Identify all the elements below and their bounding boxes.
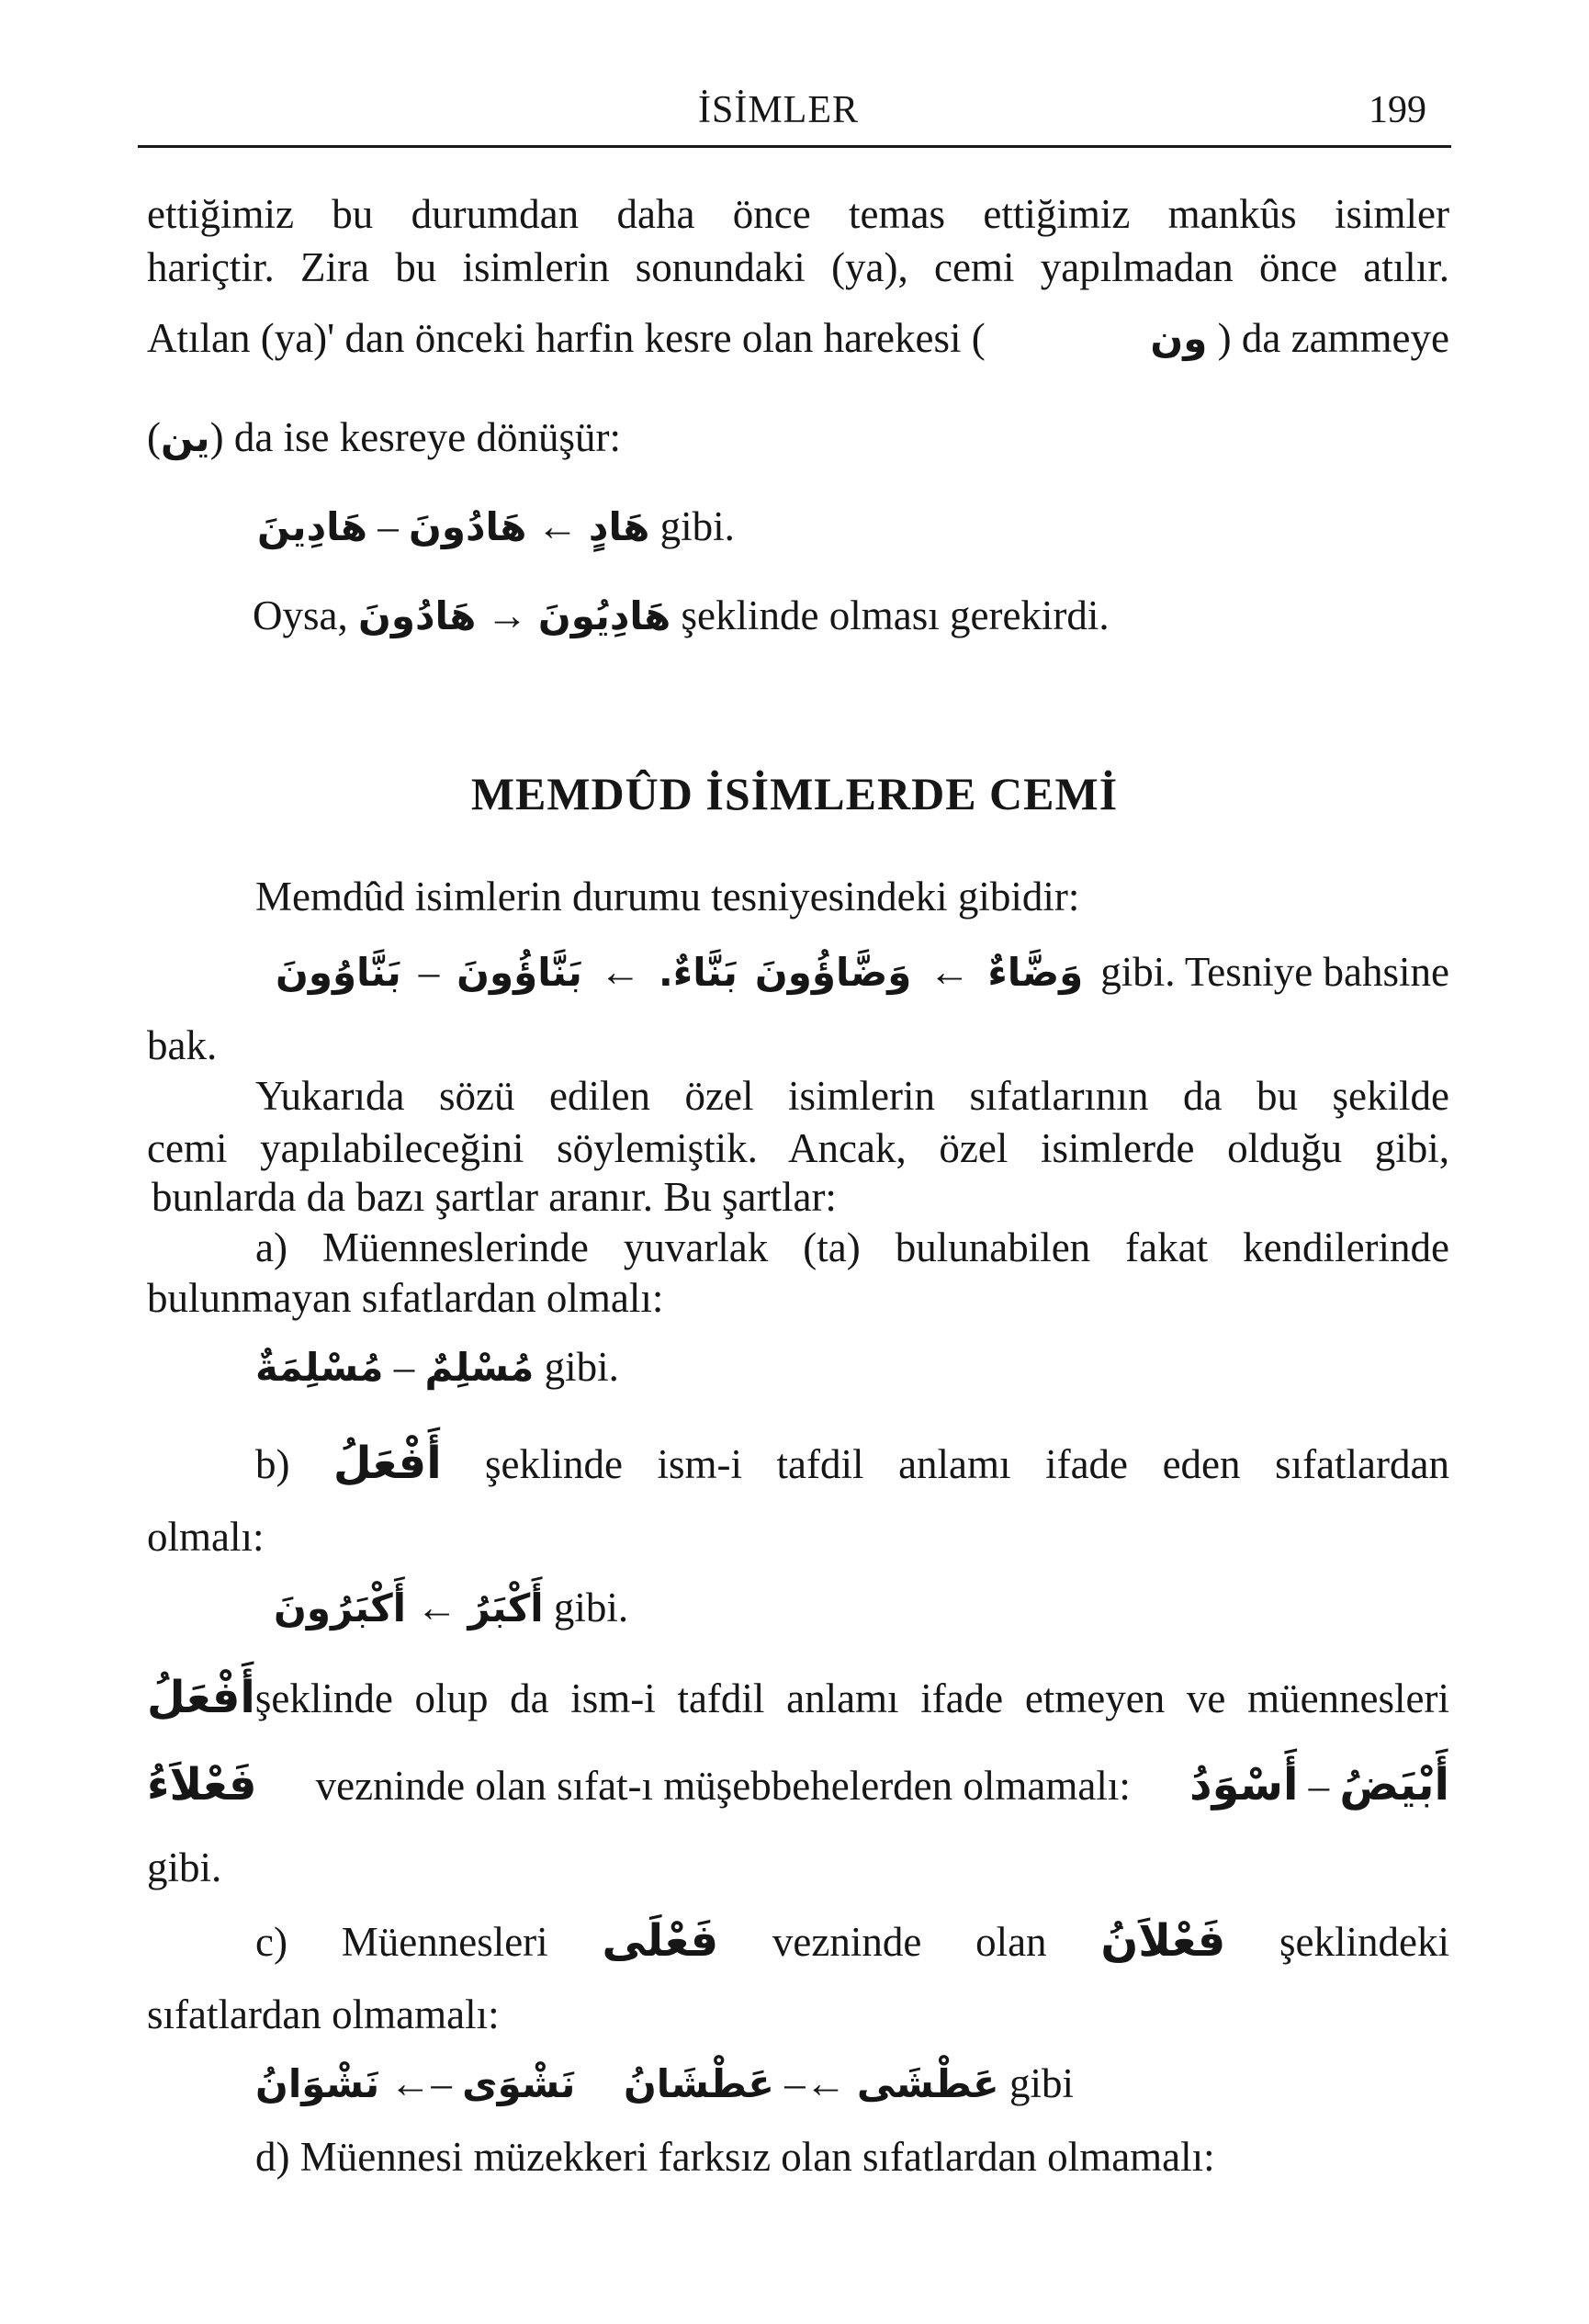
separator: –: [418, 949, 440, 995]
text-segment: ) da ise kesreye dönüşür:: [209, 414, 621, 460]
arabic-word: وَضَّاءٌ: [987, 950, 1084, 995]
arabic-word: فَعْلَى: [602, 1915, 719, 1967]
separator: –: [1308, 1763, 1330, 1809]
arabic-word: أَفْعَلُ: [332, 1438, 442, 1489]
arabic-word: نَشْوَانُ: [255, 2061, 380, 2106]
arabic-word: أَسْوَدُ: [1189, 1759, 1299, 1811]
text-segment: gibi. Tesniye bahsine: [1100, 949, 1449, 995]
example-line: [274, 1582, 628, 1634]
arabic-word: مُسْلِمَةٌ: [255, 1345, 384, 1390]
paragraph-line: [255, 1915, 1449, 1968]
text-segment: şeklinde olup da ism-i tafdil anlamı ifade etmeyen ve müennesleri: [254, 1675, 1449, 1721]
paragraph-line: bulunmayan sıfatlardan olmalı:: [147, 1275, 664, 1321]
text-segment: vezninde olan sıfat-ı müşebbehelerden olmamalı:: [315, 1763, 1131, 1809]
text-segment: vezninde: [772, 1919, 922, 1965]
arrow-left: ←: [929, 949, 971, 995]
paragraph-line: bunlarda da bazı şartlar aranır. Bu şartlar:: [152, 1174, 837, 1220]
text-segment: şeklinde ism-i tafdil anlamı ifade eden sıfatlardan: [484, 1441, 1449, 1487]
arabic-word: هَادُونَ: [409, 504, 527, 549]
example-line: [255, 2058, 1074, 2110]
arrow-left: ←: [536, 503, 579, 549]
arrow-left: ←–: [389, 2060, 452, 2106]
arabic-word: أَكْبَرُ: [468, 1585, 544, 1630]
arabic-word: عَطْشَى: [856, 2061, 999, 2106]
separator: –: [393, 1344, 415, 1390]
arrow-left: –←: [784, 2060, 847, 2106]
arrow-right: →: [486, 592, 528, 638]
arrow-left: ←: [416, 1585, 458, 1630]
arabic-word: أَفْعَلُ: [147, 1672, 255, 1723]
running-header-title: İSİMLER: [698, 89, 859, 131]
text-segment: şeklindeki: [1279, 1919, 1449, 1965]
arrow-left: ←: [599, 949, 641, 995]
arabic-word: فَعْلاَءُ: [147, 1759, 257, 1811]
arabic-word: وَضَّاؤُونَ: [754, 950, 912, 995]
arabic-word: هَادِيُونَ: [537, 593, 671, 638]
paragraph-line: gibi.: [147, 1845, 222, 1890]
text-segment: olan: [975, 1919, 1047, 1965]
arabic-word: هَادِينَ: [257, 504, 368, 549]
paragraph-line: [147, 412, 621, 464]
list-label: b): [255, 1441, 290, 1487]
arabic-word: فَعْلاَنُ: [1100, 1915, 1226, 1967]
paragraph-line: [147, 1672, 1449, 1724]
text-segment: (: [147, 414, 161, 460]
paragraph-line: [255, 1438, 1449, 1490]
text-segment: gibi.: [544, 1344, 619, 1390]
paragraph-line: olmalı:: [147, 1514, 265, 1560]
page-number: 199: [1369, 89, 1426, 131]
text-segment: Atılan (ya)' dan önceki harfin kesre olan harekesi (: [147, 315, 986, 361]
arabic-word: بَنَّاوُونَ: [276, 950, 401, 995]
paragraph-line: cemi yapılabileceğini söylemiştik. Ancak, özel isimlerde olduğu gibi,: [147, 1125, 1449, 1171]
paragraph-line: a) Müenneslerinde yuvarlak (ta) bulunabilen fakat kendilerinde: [255, 1224, 1449, 1270]
separator: –: [378, 503, 399, 549]
example-line: [255, 1341, 619, 1393]
paragraph-line: sıfatlardan olmamalı:: [147, 1991, 500, 2037]
section-title: MEMDÛD İSİMLERDE CEMİ: [470, 768, 1119, 819]
arabic-suffix: ين: [161, 415, 210, 460]
arabic-word: أَبْيَضُ: [1339, 1759, 1449, 1811]
arabic-word: عَطْشَانُ: [623, 2061, 774, 2106]
arabic-word: بَنَّاؤُونَ: [456, 950, 582, 995]
example-line: [253, 590, 1110, 642]
arabic-word: بَنَّاءٌ.: [658, 950, 738, 995]
paragraph-line: [147, 312, 1449, 365]
arabic-word: هَادٍ: [588, 504, 650, 549]
text-segment: Oysa,: [253, 592, 348, 638]
paragraph-line: hariçtir. Zira bu isimlerin sonundaki (ya), cemi yapılmadan önce atılır.: [147, 244, 1449, 290]
example-line: [257, 501, 735, 553]
text-segment: ) da zammeye: [1217, 315, 1449, 361]
paragraph-line: Memdûd isimlerin durumu tesniyesindeki gibidir:: [255, 874, 1080, 919]
arabic-suffix: ون: [1150, 316, 1208, 361]
text-segment: şeklinde olması gerekirdi.: [681, 592, 1110, 638]
paragraph-line: ettiğimiz bu durumdan daha önce temas ettiğimiz mankûs isimler: [147, 191, 1449, 237]
text-segment: gibi.: [553, 1585, 629, 1630]
text-segment: gibi.: [659, 503, 735, 549]
paragraph-line: [147, 1759, 1449, 1811]
arabic-word: مُسْلِمٌ: [424, 1345, 535, 1390]
arabic-word: أَكْبَرُونَ: [274, 1585, 407, 1630]
list-label: c): [255, 1919, 287, 1965]
example-line: [276, 946, 1449, 998]
paragraph-line: bak.: [147, 1022, 218, 1068]
arabic-word: نَشْوَى: [462, 2061, 576, 2106]
text-segment: Müennesleri: [341, 1919, 548, 1965]
arabic-word: هَادُونَ: [357, 593, 477, 638]
header-rule: [138, 145, 1451, 148]
paragraph-line: d) Müennesi müzekkeri farksız olan sıfatlardan olmamalı:: [255, 2134, 1215, 2180]
text-segment: gibi: [1009, 2060, 1075, 2106]
paragraph-line: Yukarıda sözü edilen özel isimlerin sıfatlarının da bu şekilde: [255, 1073, 1449, 1119]
